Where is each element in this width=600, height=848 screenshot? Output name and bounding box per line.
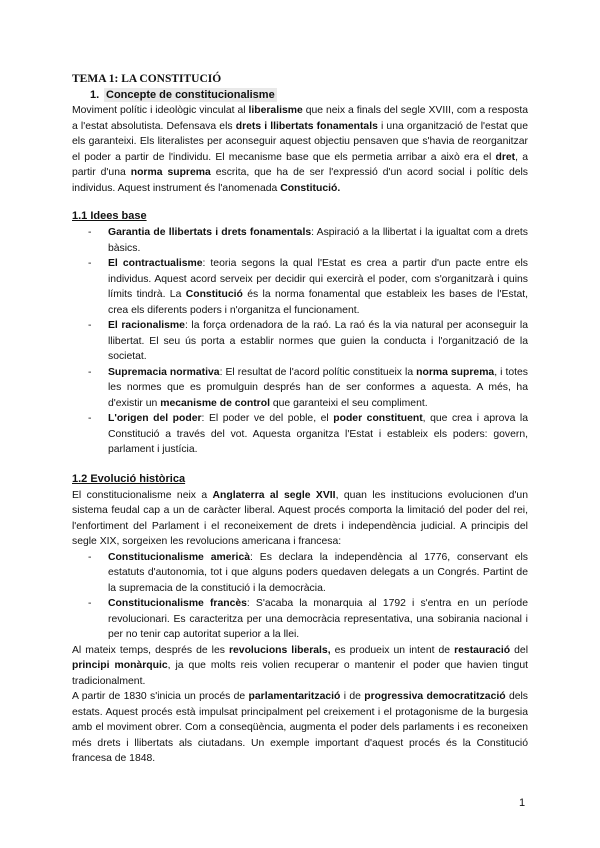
bold-text: poder constituent	[333, 413, 423, 424]
bold-text: Constitució.	[280, 182, 341, 194]
text-run: : El poder ve del poble, el	[201, 413, 334, 424]
bold-text: revolucions liberals,	[228, 644, 331, 656]
list-item	[72, 550, 528, 597]
bold-text: L'origen del poder	[108, 413, 202, 424]
dash-bullet-icon: -	[88, 366, 92, 378]
list-item	[72, 318, 528, 365]
text-run: A partir de 1830 s'inicia un procés de	[72, 691, 249, 702]
bold-text: liberalisme	[248, 105, 303, 116]
text-run: i de	[340, 691, 365, 702]
text-run: : Aspiració a la llibertat i la igualtat com a drets bàsics.	[108, 227, 529, 254]
text-run: i una organització de l'estat que els garanteixi. Els literalistes per aconseguir aquest objectiu pensaven que s'havia de reorganitzar el poder a partir de l'individu. El mecanisme base que els permetia arribar a això era el	[72, 120, 528, 163]
bold-text: parlamentarització	[248, 691, 341, 702]
dash-bullet-icon: -	[88, 258, 92, 269]
text-run: que garanteixi el seu compliment.	[269, 397, 428, 409]
document-page	[72, 72, 528, 767]
text-run: , i totes les normes que es promulguin després han de ser conformes a aquesta. A més, ha d'existir un	[108, 366, 528, 409]
list-item	[72, 225, 528, 256]
bold-text: Garantia de llibertats i drets fonamentals	[108, 227, 312, 238]
section-1-2-paragraph-3	[72, 689, 528, 767]
text-run: : la força ordenadora de la raó. La raó és la via natural per aconseguir la llibertat. El seu ús porta a establir normes que guien la conducta i l'organització de la societat.	[108, 320, 528, 362]
page-number: 1	[519, 797, 526, 809]
section-1-2-paragraph-2	[72, 643, 528, 690]
list-item	[72, 411, 528, 458]
section-1-1-heading: 1.1 Idees base	[72, 210, 147, 222]
text-run: : El resultat de l'acord polític constitueix la	[219, 366, 417, 378]
bold-text: principi monàrquic	[72, 660, 168, 671]
text-run: Moviment polític i ideològic vinculat al	[72, 105, 249, 116]
section-1-title: Concepte de constitucionalisme	[106, 89, 275, 101]
text-run: El constitucionalisme neix a	[72, 489, 213, 501]
dash-bullet-icon: -	[88, 598, 92, 609]
text-run: és la norma fonamental que estableix les bases de l'Estat, crea els diferents poders i n'organitza el funcionament.	[108, 289, 529, 316]
dash-bullet-icon: -	[88, 320, 92, 331]
bold-text: drets i llibertats fonamentals	[235, 120, 378, 132]
section-1-paragraph	[72, 103, 528, 196]
text-run: Al mateix temps, després de les	[72, 644, 229, 656]
bold-text: mecanisme de control	[160, 397, 270, 409]
text-run: del	[510, 644, 529, 656]
section-1-2-paragraph-1	[72, 488, 528, 550]
bold-text: El contractualisme	[108, 258, 203, 269]
bold-text: Supremacia normativa	[108, 366, 220, 378]
text-run: : Es declara la independència al 1776, conservant els estatuts d'autonomia, tot i que alguns poders quedaven delegats a un Congrés. Partint de la supremacia de la constitució i la democràcia.	[108, 551, 529, 594]
list-item	[72, 596, 528, 643]
bold-text: dret	[495, 151, 516, 163]
list-item	[72, 256, 528, 318]
document-title: TEMA 1: LA CONSTITUCIÓ	[72, 73, 222, 85]
section-1-number: 1.	[90, 89, 100, 101]
bold-text: El racionalisme	[108, 320, 185, 331]
text-run: escrita, que ha de ser l'expressió d'un acord social i polític dels individus. Aquest instrument és l'anomenada	[72, 167, 529, 194]
bold-text: Constitució	[185, 289, 243, 300]
bold-text: Constitucionalisme francès	[108, 598, 247, 609]
text-run: , quan les institucions evolucionen d'un sistema feudal cap a un de caràcter liberal. Aquest procés comporta la limitació del poder del rei, l'enfortiment del Parlament i el reconeixement de drets i independència judicial. A principis del segle XIX, sorgeixen les revolucions americana i francesa:	[72, 489, 528, 547]
text-run: es produeix un intent de	[330, 644, 455, 656]
bold-text: norma suprema	[130, 167, 211, 178]
text-run: : S'acaba la monarquia al 1792 i s'entra en un període revolucionari. Es caracteritza per una democràcia representativa, una sobirania nacional i per no tenir cap autoritat superior a la llei.	[108, 598, 528, 640]
dash-bullet-icon: -	[88, 227, 92, 238]
section-1-1-list	[72, 225, 528, 458]
text-run: dels estats. Aquest procés està impulsat principalment pel creixement i el protagonisme de la burgesia amb el moviment obrer. Com a conseqüència, augmenta el poder dels parlaments i es reconeixen més drets i llibertats als ciutadans. Un exemple important d'aquest procés és la Constitució francesa de 1848.	[72, 691, 529, 764]
dash-bullet-icon: -	[88, 413, 92, 424]
list-item	[72, 365, 528, 412]
bold-text: restauració	[454, 644, 511, 656]
text-run: , que crea i aprova la Constitució a través del vot. Aquesta organitza l'Estat i estableix els poders: govern, parlament i justícia.	[108, 413, 528, 455]
bold-text: Anglaterra al segle XVII	[212, 489, 336, 501]
bold-text: Constitucionalisme americà	[108, 551, 251, 563]
section-1-2-list	[72, 550, 528, 643]
text-run: : teoria segons la qual l'Estat es crea a partir d'un pacte entre els individus. Aquest acord serveix per decidir qui exercirà el poder, com s'organitzarà i quins límits tindrà. La	[108, 258, 528, 300]
text-run: , a partir d'una	[72, 151, 528, 178]
bold-text: progressiva democratització	[364, 691, 506, 702]
text-run: que neix a finals del segle XVIII, com a resposta a l'estat absolutista. Defensava els	[72, 105, 528, 132]
bold-text: norma suprema	[416, 366, 495, 378]
dash-bullet-icon: -	[88, 551, 92, 563]
section-1-2-heading: 1.2 Evolució històrica	[72, 472, 186, 485]
text-run: , ja que molts reis volien recuperar o mantenir el poder que havien tingut tradicionalment.	[72, 660, 528, 687]
section-1-heading	[90, 88, 528, 102]
